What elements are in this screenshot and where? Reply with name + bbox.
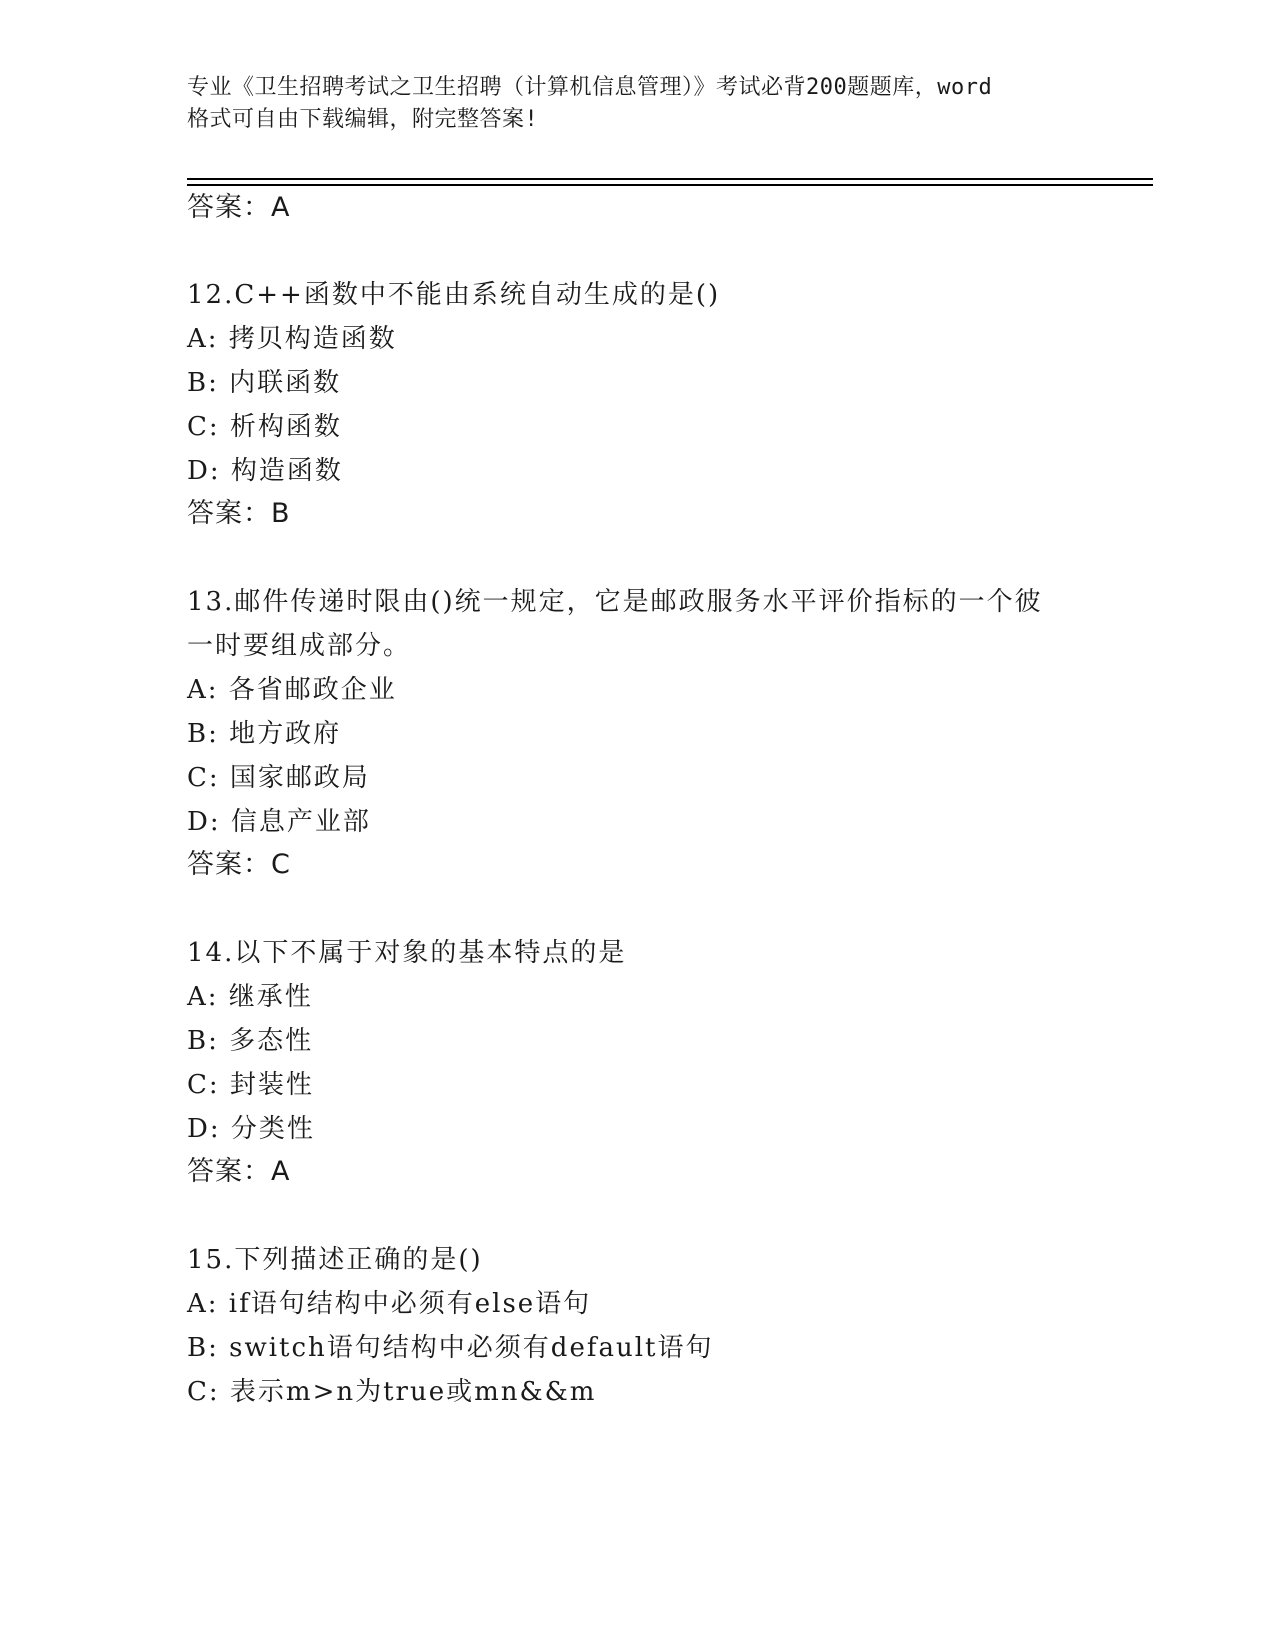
question-13-option-a: A: 各省邮政企业 (187, 675, 397, 705)
question-12-option-c: C: 析构函数 (187, 412, 342, 442)
question-13-answer: 答案：C (187, 849, 291, 880)
header-divider-bottom (187, 184, 1153, 186)
question-14-stem: 14.以下不属于对象的基本特点的是 (187, 938, 627, 968)
question-13-option-b: B: 地方政府 (187, 719, 342, 749)
question-14-option-c: C: 封装性 (187, 1070, 314, 1100)
header-line-2: 格式可自由下载编辑，附完整答案! (187, 107, 539, 132)
question-12-stem: 12.C++函数中不能由系统自动生成的是() (187, 280, 721, 310)
question-14-option-d: D: 分类性 (187, 1114, 315, 1144)
question-15-option-a: A: if语句结构中必须有else语句 (187, 1289, 592, 1319)
question-15-option-c: C: 表示m>n为true或mn&&m (187, 1377, 597, 1407)
question-12-option-a: A: 拷贝构造函数 (187, 324, 397, 354)
question-15-option-b: B: switch语句结构中必须有default语句 (187, 1333, 714, 1363)
question-12-answer: 答案：B (187, 498, 291, 529)
question-13-stem-line-1: 13.邮件传递时限由()统一规定，它是邮政服务水平评价指标的一个彼 (187, 587, 1043, 617)
question-13-option-d: D: 信息产业部 (187, 807, 371, 837)
header-line-1: 专业《卫生招聘考试之卫生招聘（计算机信息管理）》考试必背200题题库，word (187, 75, 993, 100)
question-14-option-b: B: 多态性 (187, 1026, 314, 1056)
question-13-option-c: C: 国家邮政局 (187, 763, 370, 793)
previous-answer: 答案：A (187, 192, 291, 223)
question-12-option-b: B: 内联函数 (187, 368, 342, 398)
question-15-stem: 15.下列描述正确的是() (187, 1245, 483, 1275)
question-14-option-a: A: 继承性 (187, 982, 313, 1012)
document-header (187, 72, 1087, 136)
question-13-stem-line-2: 一时要组成部分。 (187, 631, 412, 661)
question-12-option-d: D: 构造函数 (187, 456, 343, 486)
question-14-answer: 答案：A (187, 1156, 291, 1187)
header-divider-top (187, 178, 1153, 180)
